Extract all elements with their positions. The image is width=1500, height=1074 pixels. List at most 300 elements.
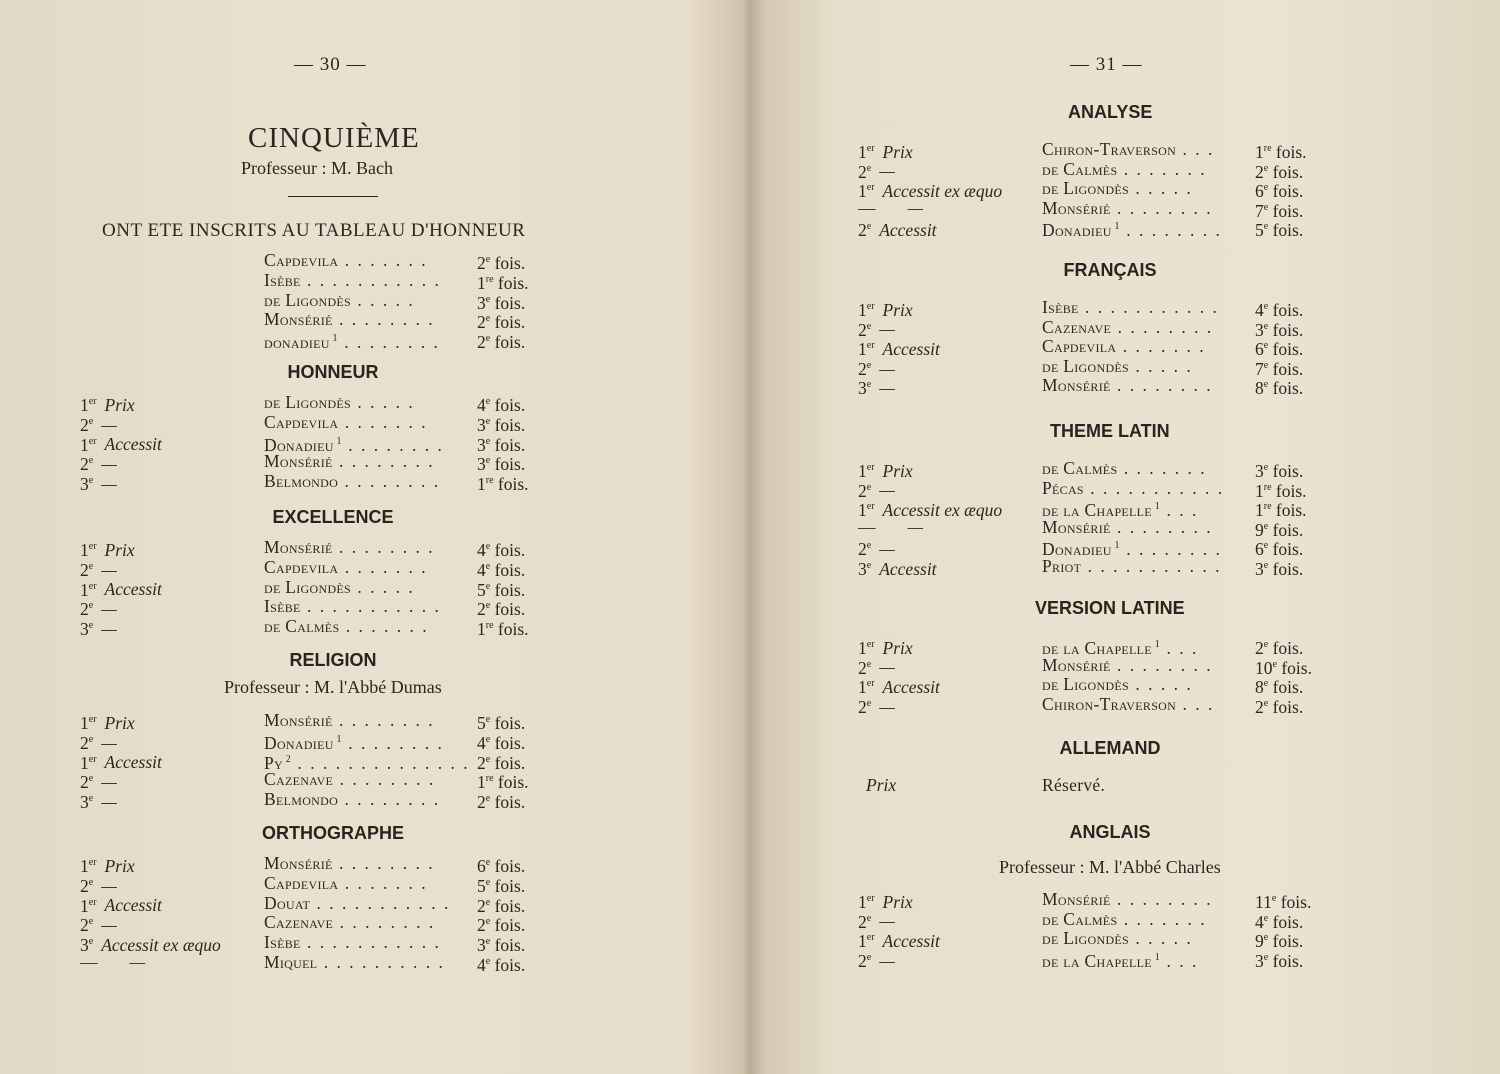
fois-label: fois. [1268,339,1304,360]
table-row [80,789,557,813]
award-label: Prix [882,141,913,162]
award-label: Accessit [104,895,162,916]
fois-label: fois. [490,954,526,975]
student-name-text: de Calmès [1042,908,1118,929]
count-suffix: e [1263,678,1269,690]
award-label: Accessit [882,339,940,360]
leader-dots: . . . . . . . . [1110,654,1213,675]
award-label: Accessit [879,220,937,241]
table-row [80,730,557,753]
award-label: Accessit [879,558,937,579]
fois-label: fois. [490,539,526,560]
fois-label: fois. [1268,378,1304,399]
award-label: Accessit [104,579,162,600]
rank-number: 2 [80,875,89,896]
count-number: 7 [1255,200,1264,221]
rank-number: 1 [858,931,867,952]
fois-label: fois. [490,394,526,415]
separator-rule [288,196,378,197]
rank-number: 1 [858,339,867,360]
table-row [858,635,1335,658]
leader-dots: . . . . . [351,392,415,412]
rank-suffix: e [866,162,872,174]
student-name [1042,217,1222,240]
leader-dots: . . . . . . . [1117,458,1207,478]
rank-label [858,775,896,795]
fois-label: fois. [490,732,526,753]
fois-label: fois. [1268,677,1304,698]
leader-dots: . . . [1160,637,1199,658]
rank-number: 1 [858,500,867,521]
leader-dots: . . . . . . . [1116,336,1206,357]
table-row [858,139,1335,162]
count-suffix: e [485,857,491,868]
student-name [264,329,440,352]
student-name [1042,297,1219,317]
footnote-marker: 1 [1151,951,1161,963]
award-label: — [879,696,895,717]
rank-label [80,290,88,310]
table-row [858,197,1335,221]
leader-dots: . . . . . . . . [1119,539,1222,560]
count-suffix: e [485,876,491,888]
leader-dots: . . . [1176,139,1215,159]
award-label: Accessit [104,752,162,773]
count-suffix: e [1272,658,1277,670]
count-number: 3 [1255,319,1264,340]
table-row [80,853,557,876]
count-suffix: e [485,793,491,805]
leader-dots: . . . . . . . . [332,853,435,873]
student-name-text: de Ligondès [1042,674,1130,695]
student-name-text: Monsérié [1042,654,1111,675]
rank-suffix: e [88,773,94,785]
student-name-text: Capdevila [264,411,339,432]
leader-dots: . . . [1176,693,1215,714]
count-suffix: re [485,620,494,632]
rank-suffix: er [88,857,97,868]
student-name [264,789,440,809]
leader-dots: . . . . . [351,289,415,310]
rank-suffix: er [866,932,875,944]
rank-number: 2 [80,414,89,435]
page-number: — 31 — [1070,54,1143,75]
rank-suffix: e [866,951,872,963]
count-suffix: e [1263,912,1269,924]
award-label: — [879,950,895,971]
leader-dots: . . . . . . . . [341,732,444,753]
count-number: 3 [477,454,486,475]
count-suffix: e [1263,540,1269,552]
rank-number: 3 [80,792,89,813]
student-name [264,616,429,636]
student-name-text: Monsérié [1042,516,1111,537]
student-name [1042,517,1213,537]
times-count [477,616,529,639]
times-count [477,329,525,352]
count-suffix: e [485,896,491,908]
rank-number: 2 [858,657,867,678]
leader-dots: . . . . . . . . [332,451,435,472]
student-name [264,412,428,432]
student-name-text: de Ligondès [1042,355,1130,376]
award-label: — [101,915,117,936]
table-row [858,536,1335,560]
count-number: 2 [1255,161,1264,182]
rank-suffix: er [88,541,97,552]
class-title: CINQUIÈME [248,122,420,154]
fois-label: fois. [1271,500,1307,521]
rank-label [858,556,937,579]
student-name [1042,556,1221,576]
award-label: — [879,657,895,678]
student-name-text: Monsérié [264,853,333,873]
rank-number: 1 [858,299,867,320]
student-name-text: Donadieu [264,434,334,455]
count-number: 2 [477,915,486,936]
award-label: Prix [882,299,913,320]
fois-label: fois. [490,454,526,475]
rank-number: 2 [80,454,89,475]
rank-suffix: er [866,462,875,473]
table-row [80,309,557,333]
student-name-text: de Calmès [264,616,340,637]
count-suffix: e [485,396,491,407]
rank-label [858,517,923,537]
table-row [80,750,557,773]
rank-label [80,616,117,639]
award-label: — [907,197,924,218]
count-suffix: e [485,415,491,427]
rank-suffix: er [88,896,97,908]
student-name [1042,159,1207,179]
count-number: 4 [477,732,486,753]
table-row [858,693,1335,717]
award-label: — [101,599,117,620]
rank-number: 2 [858,696,867,717]
count-number: 3 [1255,460,1264,481]
rank-suffix: e [866,320,872,332]
rank-number: 3 [80,474,89,495]
rank-suffix: e [88,793,94,805]
fois-label: fois. [493,619,529,640]
leader-dots: . . . . . . . . [338,789,441,810]
fois-label: fois. [490,875,526,896]
table-row [858,556,1335,579]
count-number: 3 [1255,558,1264,579]
section-heading: VERSION LATINE [1035,598,1185,618]
count-number: 4 [477,559,486,580]
count-number: 5 [1255,220,1264,241]
count-suffix: e [1271,893,1277,904]
count-suffix: e [485,936,491,948]
rank-suffix: e [866,560,872,571]
count-suffix: e [485,600,491,612]
student-name-text: Monsérié [264,309,333,330]
leader-dots: . . . . . . . . . . . [1081,556,1222,576]
fois-label: fois. [490,599,526,620]
count-number: 6 [1255,339,1264,360]
student-name [1042,478,1224,498]
rank-suffix: er [88,435,97,447]
student-name-text: de la Chapelle [1042,637,1152,658]
rank-number: 1 [858,141,867,162]
fois-label: fois. [1271,141,1307,162]
rank-number: 2 [858,911,867,932]
section-heading: THEME LATIN [1050,421,1170,441]
leader-dots: . . . . . . . [338,872,428,893]
award-label: Prix [104,712,135,733]
table-row [858,908,1335,932]
rank-suffix: e [88,916,94,928]
table-row [80,392,557,415]
professor-line: Professeur : M. l'Abbé Charles [999,857,1221,877]
table-row [858,775,1335,795]
rank-suffix: er [866,301,875,312]
count-suffix: e [1263,359,1269,371]
footnote-marker: 1 [333,435,342,447]
times-count [1255,375,1303,398]
leader-dots: . . . . . . . . [1110,197,1213,218]
count-suffix: e [1263,320,1269,332]
count-suffix: re [485,273,494,285]
professor-line: Professeur : M. l'Abbé Dumas [224,677,442,697]
count-number: 2 [477,895,486,916]
leader-dots: . . . . . . . . . . . [300,932,441,953]
student-name-text: Capdevila [264,872,339,893]
section-heading: FRANÇAIS [1063,260,1157,280]
student-name-text: Miquel [264,952,318,972]
rank-label [80,789,117,812]
rank-suffix: e [88,455,94,467]
table-row [80,432,557,455]
table-row [80,537,557,560]
student-name-text: Réservé. [1042,775,1106,795]
times-count [1255,217,1303,240]
student-name-text: de Calmès [1042,158,1118,179]
student-name-text: Isèbe [264,269,301,290]
award-label: — [101,732,117,753]
count-number: 5 [477,712,486,733]
count-suffix: e [485,254,491,265]
count-suffix: e [485,916,491,928]
count-number: 2 [477,752,486,773]
fois-label: fois. [1276,657,1312,678]
count-number: 7 [1255,358,1264,379]
rank-suffix: er [866,340,875,352]
times-count [1255,556,1303,579]
fois-label: fois. [1268,519,1304,540]
rank-suffix: e [866,221,872,233]
leader-dots: . . . . . . . . [1110,375,1213,396]
rank-suffix: e [88,876,94,888]
rank-number: 2 [858,319,867,340]
rank-number: 1 [80,539,89,560]
leader-dots: . . . . . . . [338,250,428,270]
rank-label [858,198,923,218]
student-name [264,912,435,932]
student-name-text: Monsérié [264,451,333,472]
student-name-text: Cazenave [264,769,334,790]
student-name [264,537,435,557]
award-label: — [129,952,146,972]
student-name [1042,674,1193,694]
student-name [264,451,435,471]
award-label: Accessit ex æquo [882,500,1003,521]
award-label: — [879,378,895,399]
leader-dots: . . . . . . . . [333,912,436,933]
student-name-text: Monsérié [264,537,333,557]
count-number: 3 [477,434,486,455]
student-name-text: Isèbe [264,596,301,617]
rank-suffix: e [88,415,94,427]
section-heading: ORTHOGRAPHE [262,823,405,843]
student-name-text: Capdevila [1042,336,1117,357]
student-name-text: de la Chapelle [1042,500,1152,521]
count-number: 1 [477,772,486,793]
table-row [858,178,1335,202]
student-name-text: donadieu [264,332,330,353]
count-suffix: e [1263,340,1269,352]
count-suffix: e [1263,639,1269,650]
fois-label: fois. [1268,460,1304,481]
section-heading: ALLEMAND [1059,738,1161,758]
count-number: 3 [477,935,486,956]
fois-label: fois. [1268,220,1304,241]
rank-label [80,250,88,270]
table-row [858,217,1335,241]
footnote-marker: 1 [1111,221,1120,233]
fois-label: fois. [490,332,526,353]
table-row [80,596,557,620]
award-label: Prix [104,539,135,560]
student-name-text: de Ligondès [264,392,352,412]
footnote-marker: 2 [283,753,292,765]
rank-number: 2 [80,772,89,793]
section-heading: HONNEUR [287,362,379,382]
award-label: Prix [882,460,913,481]
student-name [1042,336,1206,356]
leader-dots: . . . [1160,500,1199,521]
student-name-text: de la Chapelle [1042,950,1152,971]
count-suffix: e [485,714,491,725]
count-suffix: e [485,580,491,592]
leader-dots: . . . . . . . . [332,710,435,730]
footnote-marker: 1 [329,333,338,345]
times-count [477,952,525,975]
student-name-text: de Ligondès [264,576,352,597]
count-suffix: re [1263,143,1272,154]
leader-dots: . . . . . . . [1117,158,1207,179]
table-row [80,329,557,353]
section-heading: EXCELLENCE [272,507,394,527]
fois-label: fois. [490,915,526,936]
leader-dots: . . . . . . . . [333,769,436,790]
award-label: — [101,792,117,813]
rank-label [80,471,117,494]
count-number: 4 [477,954,486,975]
count-suffix: e [1263,697,1269,709]
fois-label: fois. [493,272,529,293]
award-label: — [879,539,895,560]
rank-suffix: er [88,580,97,592]
rank-number: — [80,952,98,972]
count-number: 2 [477,599,486,620]
fois-label: fois. [490,579,526,600]
table-row [80,269,557,293]
rank-suffix: e [866,912,872,924]
rank-number: 1 [80,712,89,733]
fois-label: fois. [490,895,526,916]
table-row [80,710,557,733]
leader-dots: . . . . . . . . [1111,316,1214,337]
rank-number: 2 [858,950,867,971]
count-number: 2 [477,792,486,813]
award-label: Prix [866,775,897,795]
table-row [80,250,557,273]
rank-number: 2 [858,358,867,379]
fois-label: fois. [490,252,526,273]
count-number: 3 [477,414,486,435]
count-suffix: e [485,293,491,305]
times-count [1255,694,1303,717]
table-row [80,289,557,313]
student-name-text: Capdevila [264,556,339,577]
fois-label: fois. [490,434,526,455]
count-number: 2 [477,252,486,273]
leader-dots: . . . . . . . . . . . [300,269,441,290]
rank-number: 1 [80,579,89,600]
rank-label [858,217,937,240]
count-suffix: e [1263,462,1269,473]
award-label: — [879,319,895,340]
student-name-text: Cazenave [264,912,334,933]
count-suffix: e [485,435,491,447]
count-number: 4 [1255,299,1264,320]
leader-dots: . . . . . . . . [332,309,435,330]
rank-suffix: er [88,714,97,725]
count-suffix: re [1263,481,1272,493]
count-number: 1 [1255,500,1264,521]
student-name [1042,775,1105,795]
table-row [80,769,557,793]
count-number: 11 [1255,891,1272,912]
student-name-text: Chiron-Traverson [1042,139,1177,159]
footnote-marker: 1 [1111,540,1120,552]
rank-suffix: e [88,936,94,948]
count-number: 4 [477,394,486,415]
student-name [264,853,435,873]
right-page [740,0,1500,1074]
student-name-text: Cazenave [1042,316,1112,337]
leader-dots: . . . . . [351,576,415,597]
leader-dots: . . . . . . . [338,411,428,432]
rank-suffix: er [866,893,875,904]
student-name-text: Donadieu [1042,220,1112,241]
fois-label: fois. [1268,558,1304,579]
count-number: 2 [477,332,486,353]
table-row [80,576,557,600]
rank-label [858,375,895,398]
fois-label: fois. [1268,931,1304,952]
count-suffix: e [1263,520,1269,532]
student-name [264,577,415,597]
table-row [858,654,1335,678]
honor-heading: ONT ETE INSCRITS AU TABLEAU D'HONNEUR [102,220,526,241]
rank-suffix: e [866,540,872,552]
leader-dots: . . . . . . . . . . . [310,892,451,913]
rank-number: 2 [80,732,89,753]
